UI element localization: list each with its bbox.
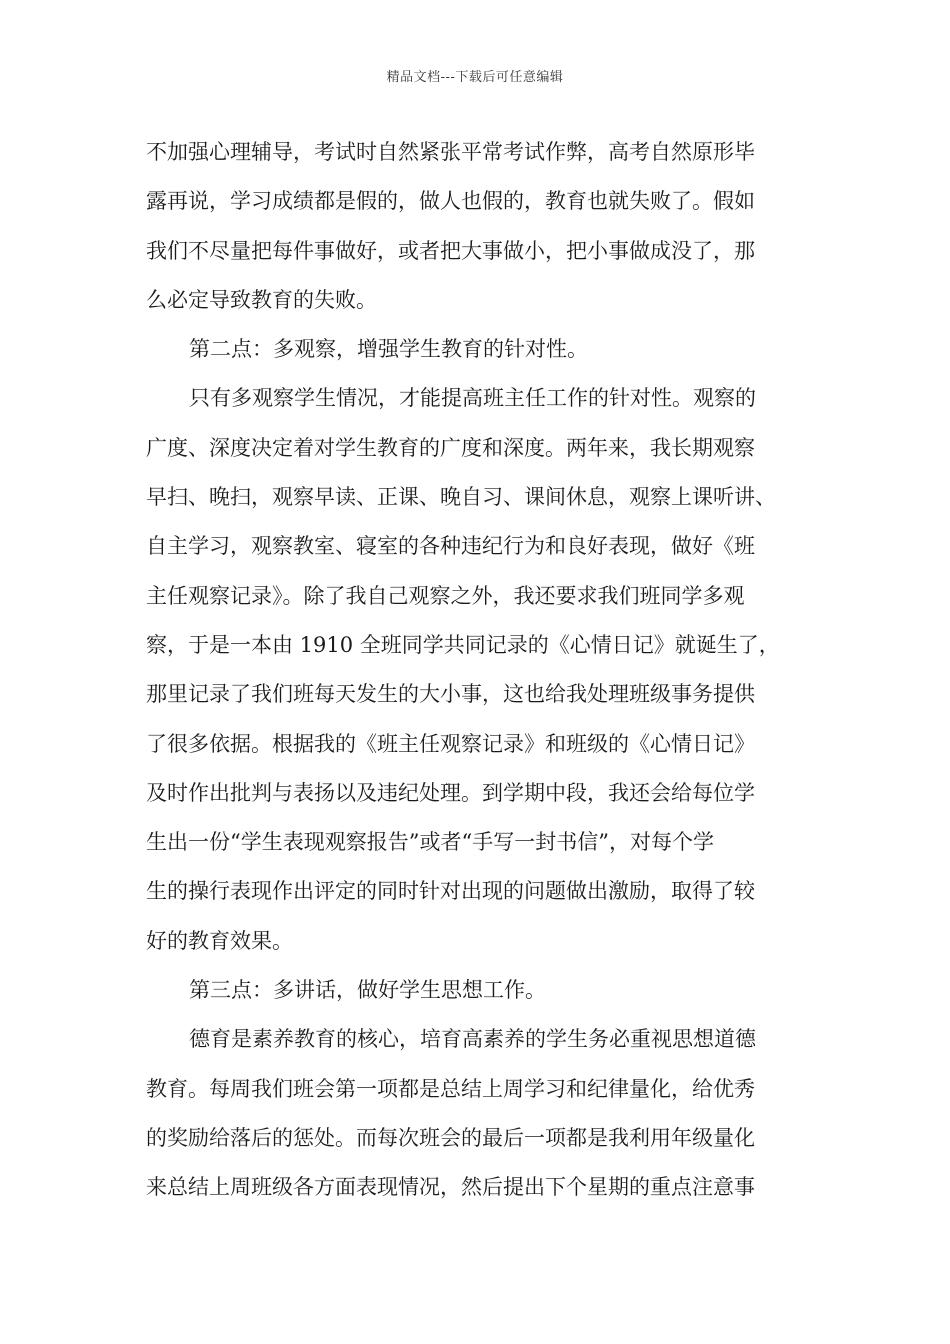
text-line: 及时作出批判与表扬以及违纪处理。到学期中段，我还会给每位学	[146, 780, 755, 805]
text-line: 生出一份“学生表现观察报告”或者“手写一封书信”，对每个学	[146, 830, 714, 855]
text-line: 教育。每周我们班会第一项都是总结上周学习和纪律量化，给优秀	[146, 1076, 755, 1101]
text-line: 广度、深度决定着对学生教育的广度和深度。两年来，我长期观察	[146, 435, 755, 460]
text-line: 露再说，学习成绩都是假的，做人也假的，教育也就失败了。假如	[146, 189, 755, 214]
text-line: 察，于是一本由 1910 全班同学共同记录的《心情日记》就诞生了，	[146, 632, 780, 657]
text-line: 早扫、晚扫，观察早读、正课、晚自习、课间休息，观察上课听讲、	[146, 485, 776, 510]
text-line: 自主学习，观察教室、寝室的各种违纪行为和良好表现，做好《班	[146, 534, 755, 559]
text-line: 么必定导致教育的失败。	[146, 287, 377, 312]
body-text	[146, 128, 826, 1213]
text-line: 生的操行表现作出评定的同时针对出现的问题做出激励，取得了较	[146, 879, 755, 904]
text-line: 的奖励给落后的惩处。而每次班会的最后一项都是我利用年级量化	[146, 1125, 755, 1150]
page-header: 精品文档---下载后可任意编辑	[386, 70, 564, 85]
text-line: 不加强心理辅导，考试时自然紧张平常考试作弊，高考自然原形毕	[146, 140, 755, 164]
text-line: 主任观察记录》。除了我自己观察之外，我还要求我们班同学多观	[146, 583, 745, 608]
text-line: 第三点：多讲话，做好学生思想工作。	[189, 978, 546, 1003]
text-line: 那里记录了我们班每天发生的大小事，这也给我处理班级事务提供	[146, 682, 755, 707]
text-line: 第二点：多观察，增强学生教育的针对性。	[189, 337, 588, 362]
text-line: 来总结上周班级各方面表现情况，然后提出下个星期的重点注意事	[146, 1175, 755, 1200]
text-line: 了很多依据。根据我的《班主任观察记录》和班级的《心情日记》	[146, 731, 755, 756]
text-line: 只有多观察学生情况，才能提高班主任工作的针对性。观察的	[189, 386, 756, 411]
text-line: 德育是素养教育的核心，培育高素养的学生务必重视思想道德	[189, 1027, 756, 1052]
text-line: 我们不尽量把每件事做好，或者把大事做小，把小事做成没了，那	[146, 238, 755, 263]
text-line: 好的教育效果。	[146, 928, 293, 953]
